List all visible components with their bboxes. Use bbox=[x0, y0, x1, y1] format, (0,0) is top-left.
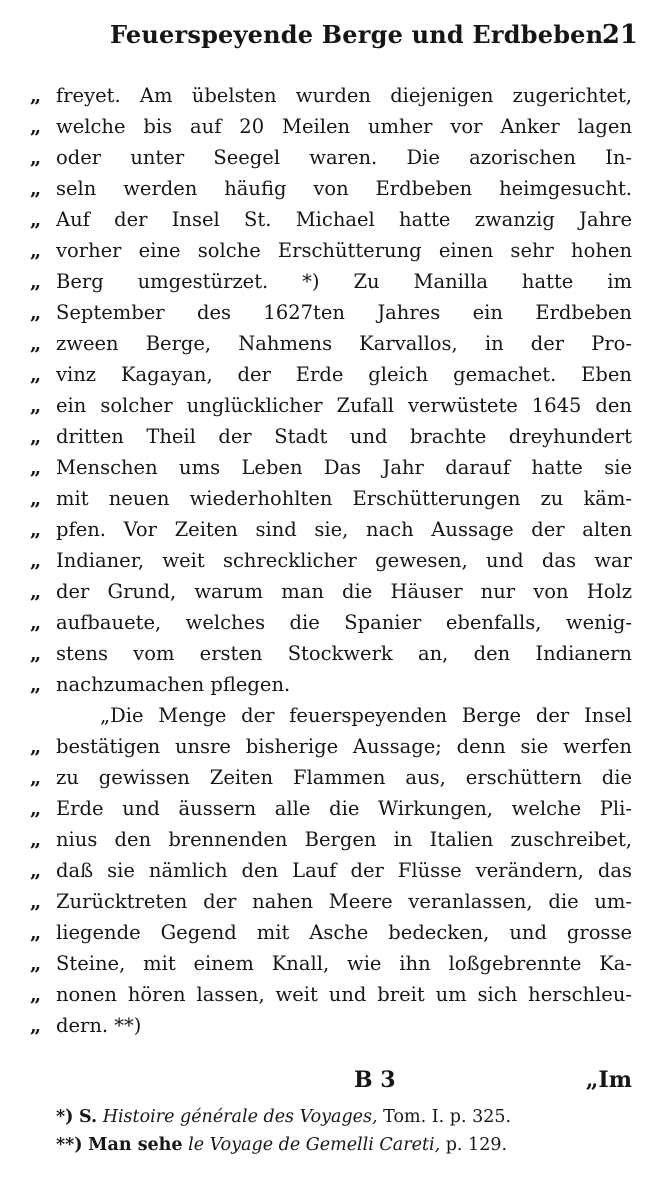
text-line bbox=[30, 111, 632, 142]
footnote bbox=[56, 1131, 616, 1159]
quote-mark: „ bbox=[30, 456, 42, 479]
quote-mark: „ bbox=[30, 797, 42, 820]
line-text: mit neuen wiederhohlten Erschütterungen zu käm- bbox=[56, 487, 632, 510]
text-line bbox=[30, 390, 632, 421]
quote-mark: „ bbox=[30, 332, 42, 355]
quote-mark: „ bbox=[30, 115, 42, 138]
line-text: nius den brennenden Bergen in Italien zuschreibet, bbox=[56, 828, 632, 851]
text-line bbox=[30, 948, 632, 979]
line-text: nachzumachen pflegen. bbox=[56, 673, 291, 696]
line-text: welche bis auf 20 Meilen umher vor Anker lagen bbox=[56, 115, 632, 138]
line-text: Zurücktreten der nahen Meere veranlassen, die um- bbox=[56, 890, 632, 913]
line-text: dern. **) bbox=[56, 1014, 142, 1037]
footnote-reference: Tom. I. p. 325. bbox=[383, 1107, 512, 1127]
quote-mark: „ bbox=[30, 890, 42, 913]
quote-mark: „ bbox=[30, 828, 42, 851]
line-text: daß sie nämlich den Lauf der Flüsse verändern, das bbox=[56, 859, 632, 882]
quote-mark: „ bbox=[30, 859, 42, 882]
running-head: Feuerspeyende Berge und Erdbeben. bbox=[110, 20, 612, 49]
line-text: dritten Theil der Stadt und brachte dreyhundert bbox=[56, 425, 632, 448]
body-text bbox=[30, 80, 632, 1041]
line-text: Menschen ums Leben Das Jahr darauf hatte sie bbox=[56, 456, 632, 479]
signature-mark: B 3 bbox=[354, 1067, 396, 1093]
quote-mark: „ bbox=[30, 549, 42, 572]
text-line bbox=[30, 173, 632, 204]
line-text: „Die Menge der feuerspeyenden Berge der Insel bbox=[100, 704, 632, 727]
quote-mark: „ bbox=[30, 425, 42, 448]
line-text: seln werden häufig von Erdbeben heimgesucht. bbox=[56, 177, 632, 200]
quote-mark: „ bbox=[30, 921, 42, 944]
line-text: zween Berge, Nahmens Karvallos, in der Pro- bbox=[56, 332, 632, 355]
quote-mark: „ bbox=[30, 518, 42, 541]
quote-mark: „ bbox=[30, 208, 42, 231]
footnote-title: le Voyage de Gemelli Careti, bbox=[188, 1135, 441, 1155]
quote-mark: „ bbox=[30, 580, 42, 603]
text-line bbox=[30, 452, 632, 483]
text-line bbox=[30, 917, 632, 948]
text-line bbox=[30, 979, 632, 1010]
footnote-lead: S. bbox=[79, 1107, 98, 1127]
text-line bbox=[30, 359, 632, 390]
text-line bbox=[30, 483, 632, 514]
quote-mark: „ bbox=[30, 270, 42, 293]
footnote-mark: *) bbox=[56, 1107, 74, 1127]
text-line bbox=[30, 886, 632, 917]
line-text: vinz Kagayan, der Erde gleich gemachet. Eben bbox=[56, 363, 632, 386]
text-line bbox=[30, 80, 632, 111]
line-text: aufbauete, welches die Spanier ebenfalls, wenig- bbox=[56, 611, 632, 634]
footnote-lead: Man sehe bbox=[88, 1135, 183, 1155]
text-line bbox=[30, 204, 632, 235]
page-header bbox=[110, 14, 638, 54]
footnote bbox=[56, 1103, 616, 1131]
line-text: der Grund, warum man die Häuser nur von Holz bbox=[56, 580, 632, 603]
line-text: Erde und äussern alle die Wirkungen, welche Pli- bbox=[56, 797, 632, 820]
quote-mark: „ bbox=[30, 642, 42, 665]
text-line bbox=[30, 328, 632, 359]
line-text: zu gewissen Zeiten Flammen aus, erschüttern die bbox=[56, 766, 632, 789]
signature-row bbox=[30, 1067, 632, 1101]
text-line bbox=[30, 576, 632, 607]
text-line bbox=[30, 607, 632, 638]
quote-mark: „ bbox=[30, 146, 42, 169]
line-text: Auf der Insel St. Michael hatte zwanzig Jahre bbox=[56, 208, 632, 231]
footnote-title: Histoire générale des Voyages, bbox=[102, 1107, 378, 1127]
quote-mark: „ bbox=[30, 1014, 42, 1037]
text-line bbox=[30, 421, 632, 452]
line-text: Indianer, weit schrecklicher gewesen, und das war bbox=[56, 549, 632, 572]
line-text: vorher eine solche Erschütterung einen sehr hohen bbox=[56, 239, 632, 262]
catchword: „Im bbox=[585, 1067, 632, 1093]
text-line bbox=[30, 824, 632, 855]
line-text: September des 1627ten Jahres ein Erdbeben bbox=[56, 301, 632, 324]
quote-mark: „ bbox=[30, 673, 42, 696]
quote-mark: „ bbox=[30, 394, 42, 417]
text-line bbox=[30, 142, 632, 173]
line-text: oder unter Seegel waren. Die azorischen In- bbox=[56, 146, 632, 169]
quote-mark: „ bbox=[30, 363, 42, 386]
text-line bbox=[30, 514, 632, 545]
quote-mark: „ bbox=[30, 952, 42, 975]
text-line bbox=[30, 669, 632, 700]
footnotes bbox=[56, 1103, 616, 1159]
quote-mark: „ bbox=[30, 766, 42, 789]
text-line bbox=[30, 855, 632, 886]
quote-mark: „ bbox=[30, 84, 42, 107]
line-text: ein solcher unglücklicher Zufall verwüstete 1645 den bbox=[56, 394, 632, 417]
line-text: pfen. Vor Zeiten sind sie, nach Aussage der alten bbox=[56, 518, 632, 541]
text-line bbox=[30, 638, 632, 669]
line-text: freyet. Am übelsten wurden diejenigen zugerichtet, bbox=[56, 84, 632, 107]
page-number: 21 bbox=[601, 20, 638, 50]
line-text: stens vom ersten Stockwerk an, den Indianern bbox=[56, 642, 632, 665]
line-text: nonen hören lassen, weit und breit um sich herschleu- bbox=[56, 983, 632, 1006]
text-line bbox=[30, 545, 632, 576]
text-line bbox=[30, 762, 632, 793]
text-line bbox=[30, 235, 632, 266]
quote-mark: „ bbox=[30, 301, 42, 324]
line-text: Berg umgestürzet. *) Zu Manilla hatte im bbox=[56, 270, 632, 293]
footnote-mark: **) bbox=[56, 1135, 83, 1155]
line-text: Steine, mit einem Knall, wie ihn loßgebrennte Ka- bbox=[56, 952, 632, 975]
quote-mark: „ bbox=[30, 177, 42, 200]
footnote-reference: p. 129. bbox=[445, 1135, 508, 1155]
text-line bbox=[30, 700, 632, 731]
text-line bbox=[30, 266, 632, 297]
quote-mark: „ bbox=[30, 983, 42, 1006]
quote-mark: „ bbox=[30, 735, 42, 758]
line-text: bestätigen unsre bisherige Aussage; denn sie werfen bbox=[56, 735, 632, 758]
text-line bbox=[30, 731, 632, 762]
text-line bbox=[30, 793, 632, 824]
quote-mark: „ bbox=[30, 239, 42, 262]
quote-mark: „ bbox=[30, 487, 42, 510]
quote-mark: „ bbox=[30, 611, 42, 634]
line-text: liegende Gegend mit Asche bedecken, und grosse bbox=[56, 921, 632, 944]
text-line bbox=[30, 1010, 632, 1041]
text-line bbox=[30, 297, 632, 328]
